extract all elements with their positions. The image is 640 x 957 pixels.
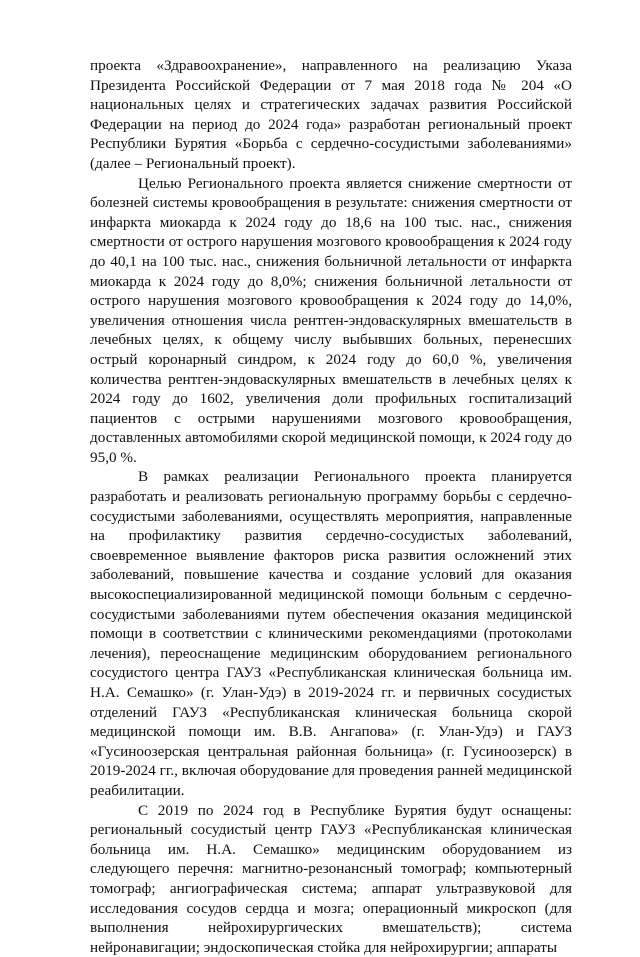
document-page xyxy=(90,56,572,957)
paragraph-intro: проекта «Здравоохранение», направленного на реализацию Указа Президента Российской Федерации от 7 мая 2018 года № 204 «О национальных целях и стратегических задачах развития Российской Федерации на период до 2024 года» разработан региональный проект Республики Бурятия «Борьба с сердечно-сосудистыми заболеваниями» (далее – Региональный проект). xyxy=(90,57,572,172)
paragraph-goal: Целью Регионального проекта является снижение смертности от болезней системы кровообращения в результате: снижения смертности от инфаркта миокарда к 2024 году до 18,6 на 100 тыс. нас., снижения смертности от острого нарушения мозгового кровообращения к 2024 году до 40,1 на 100 тыс. нас., снижения больничной летальности от инфаркта миокарда к 2024 году до 8,0%; снижения больничной летальности от острого нарушения мозгового кровообращения к 2024 году до 14,0%, увеличения отношения числа рентген-эндоваскулярных вмешательств в лечебных целях, к общему числу выбывших больных, перенесших острый коронарный синдром, к 2024 году до 60,0 %, увеличения количества рентген-эндоваскулярных вмешательств в лечебных целях к 2024 году до 1602, увеличения доли профильных госпитализаций пациентов с острыми нарушениями мозгового кровообращения, доставленных автомобилями скорой медицинской помощи, к 2024 году до 95,0 %. xyxy=(90,174,572,466)
paragraph-plan: В рамках реализации Регионального проекта планируется разработать и реализовать региональную программу борьбы с сердечно-сосудистыми заболеваниями, осуществлять мероприятия, направленные на профилактику развития сердечно-сосудистых заболеваний, своевременное выявление факторов риска развития осложнений этих заболеваний, повышение качества и создание условий для оказания высокоспециализированной медицинской помощи больным с сердечно-сосудистыми заболеваниями путем обеспечения оказания медицинской помощи в соответствии с клиническими рекомендациями (протоколами лечения), переоснащение медицинским оборудованием регионального сосудистого центра ГАУЗ «Республиканская клиническая больница им. Н.А. Семашко» (г. Улан-Удэ) в 2019-2024 гг. и первичных сосудистых отделений ГАУЗ «Республиканская клиническая больница скорой медицинской помощи им. В.В. Ангапова» (г. Улан-Удэ) и ГАУЗ «Гусиноозерская центральная районная больница» (г. Гусиноозерск) в 2019-2024 гг., включая оборудование для проведения ранней медицинской реабилитации. xyxy=(90,468,572,799)
paragraph-equipment: С 2019 по 2024 год в Республике Бурятия будут оснащены: региональный сосудистый центр ГАУЗ «Республиканская клиническая больница им. Н.А. Семашко» медицинским оборудованием из следующего перечня: магнитно-резонансный томограф; компьютерный томограф; ангиографическая система; аппарат ультразвуковой для исследования сосудов сердца и мозга; операционный микроскоп (для выполнения нейрохирургических вмешательств); система нейронавигации; эндоскопическая стойка для нейрохирургии; аппараты xyxy=(90,801,572,956)
